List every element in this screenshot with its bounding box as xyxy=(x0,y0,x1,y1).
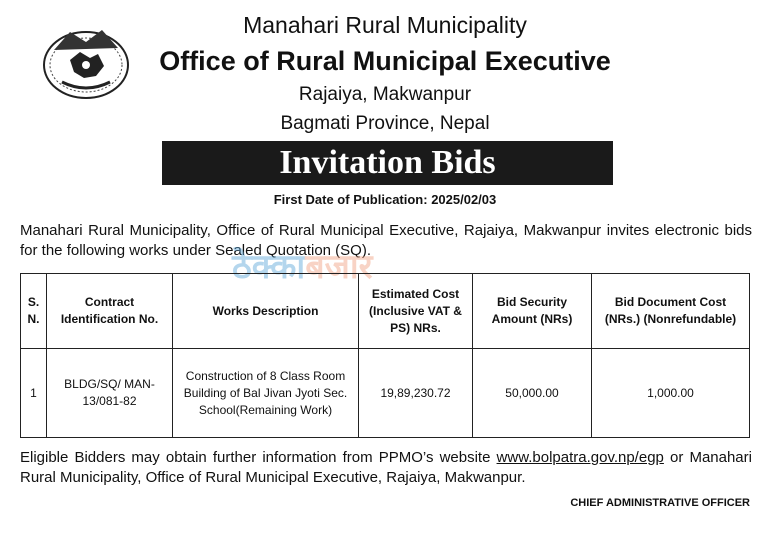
cell-bid-document-cost: 1,000.00 xyxy=(592,349,750,438)
intro-paragraph: Manahari Rural Municipality, Office of Rural Municipal Executive, Rajaiya, Makwanpur invites electronic bids for the following works under Sealed Quotation (SQ). xyxy=(20,222,752,259)
footer-text-after: or Manahari Rural Municipality, Office of Rural Municipal Executive, Rajaiya, Makwanpur. xyxy=(20,449,752,486)
cell-sn: 1 xyxy=(21,349,47,438)
header-sn: S. N. xyxy=(21,274,47,349)
office-address: Rajaiya, Makwanpur xyxy=(298,84,472,105)
header-contract-id: Contract Identification No. xyxy=(47,274,173,349)
header-works-description: Works Description xyxy=(173,274,359,349)
watermark-part2: बजार xyxy=(305,248,373,286)
cell-estimated-cost: 19,89,230.72 xyxy=(359,349,473,438)
bolpatra-link[interactable]: www.bolpatra.gov.np/egp xyxy=(496,449,664,466)
nepal-emblem-icon xyxy=(40,20,132,102)
signature-title: CHIEF ADMINISTRATIVE OFFICER xyxy=(570,497,750,509)
municipality-name: Manahari Rural Municipality xyxy=(243,12,527,38)
watermark-part1: ठेक्का xyxy=(232,248,306,286)
header-bid-document-cost: Bid Document Cost (NRs.) (Nonrefundable) xyxy=(592,274,750,349)
footer-paragraph xyxy=(20,448,752,488)
office-name: Office of Rural Municipal Executive xyxy=(159,46,611,76)
publication-date: First Date of Publication: 2025/02/03 xyxy=(273,192,497,207)
table-row xyxy=(21,349,750,438)
table-header-row xyxy=(21,274,750,349)
cell-contract-id: BLDG/SQ/ MAN-13/081-82 xyxy=(47,349,173,438)
cell-works-description: Construction of 8 Class Room Building of Bal Jivan Jyoti Sec. School(Remaining Work) xyxy=(173,349,359,438)
header-bid-security: Bid Security Amount (NRs) xyxy=(473,274,592,349)
cell-bid-security: 50,000.00 xyxy=(473,349,592,438)
province-country: Bagmati Province, Nepal xyxy=(280,113,490,134)
notice-title-banner: Invitation Bids xyxy=(162,141,613,185)
footer-text-before: Eligible Bidders may obtain further information from PPMO’s website xyxy=(20,449,497,466)
header-estimated-cost: Estimated Cost (Inclusive VAT & PS) NRs. xyxy=(359,274,473,349)
bids-table xyxy=(20,273,750,438)
